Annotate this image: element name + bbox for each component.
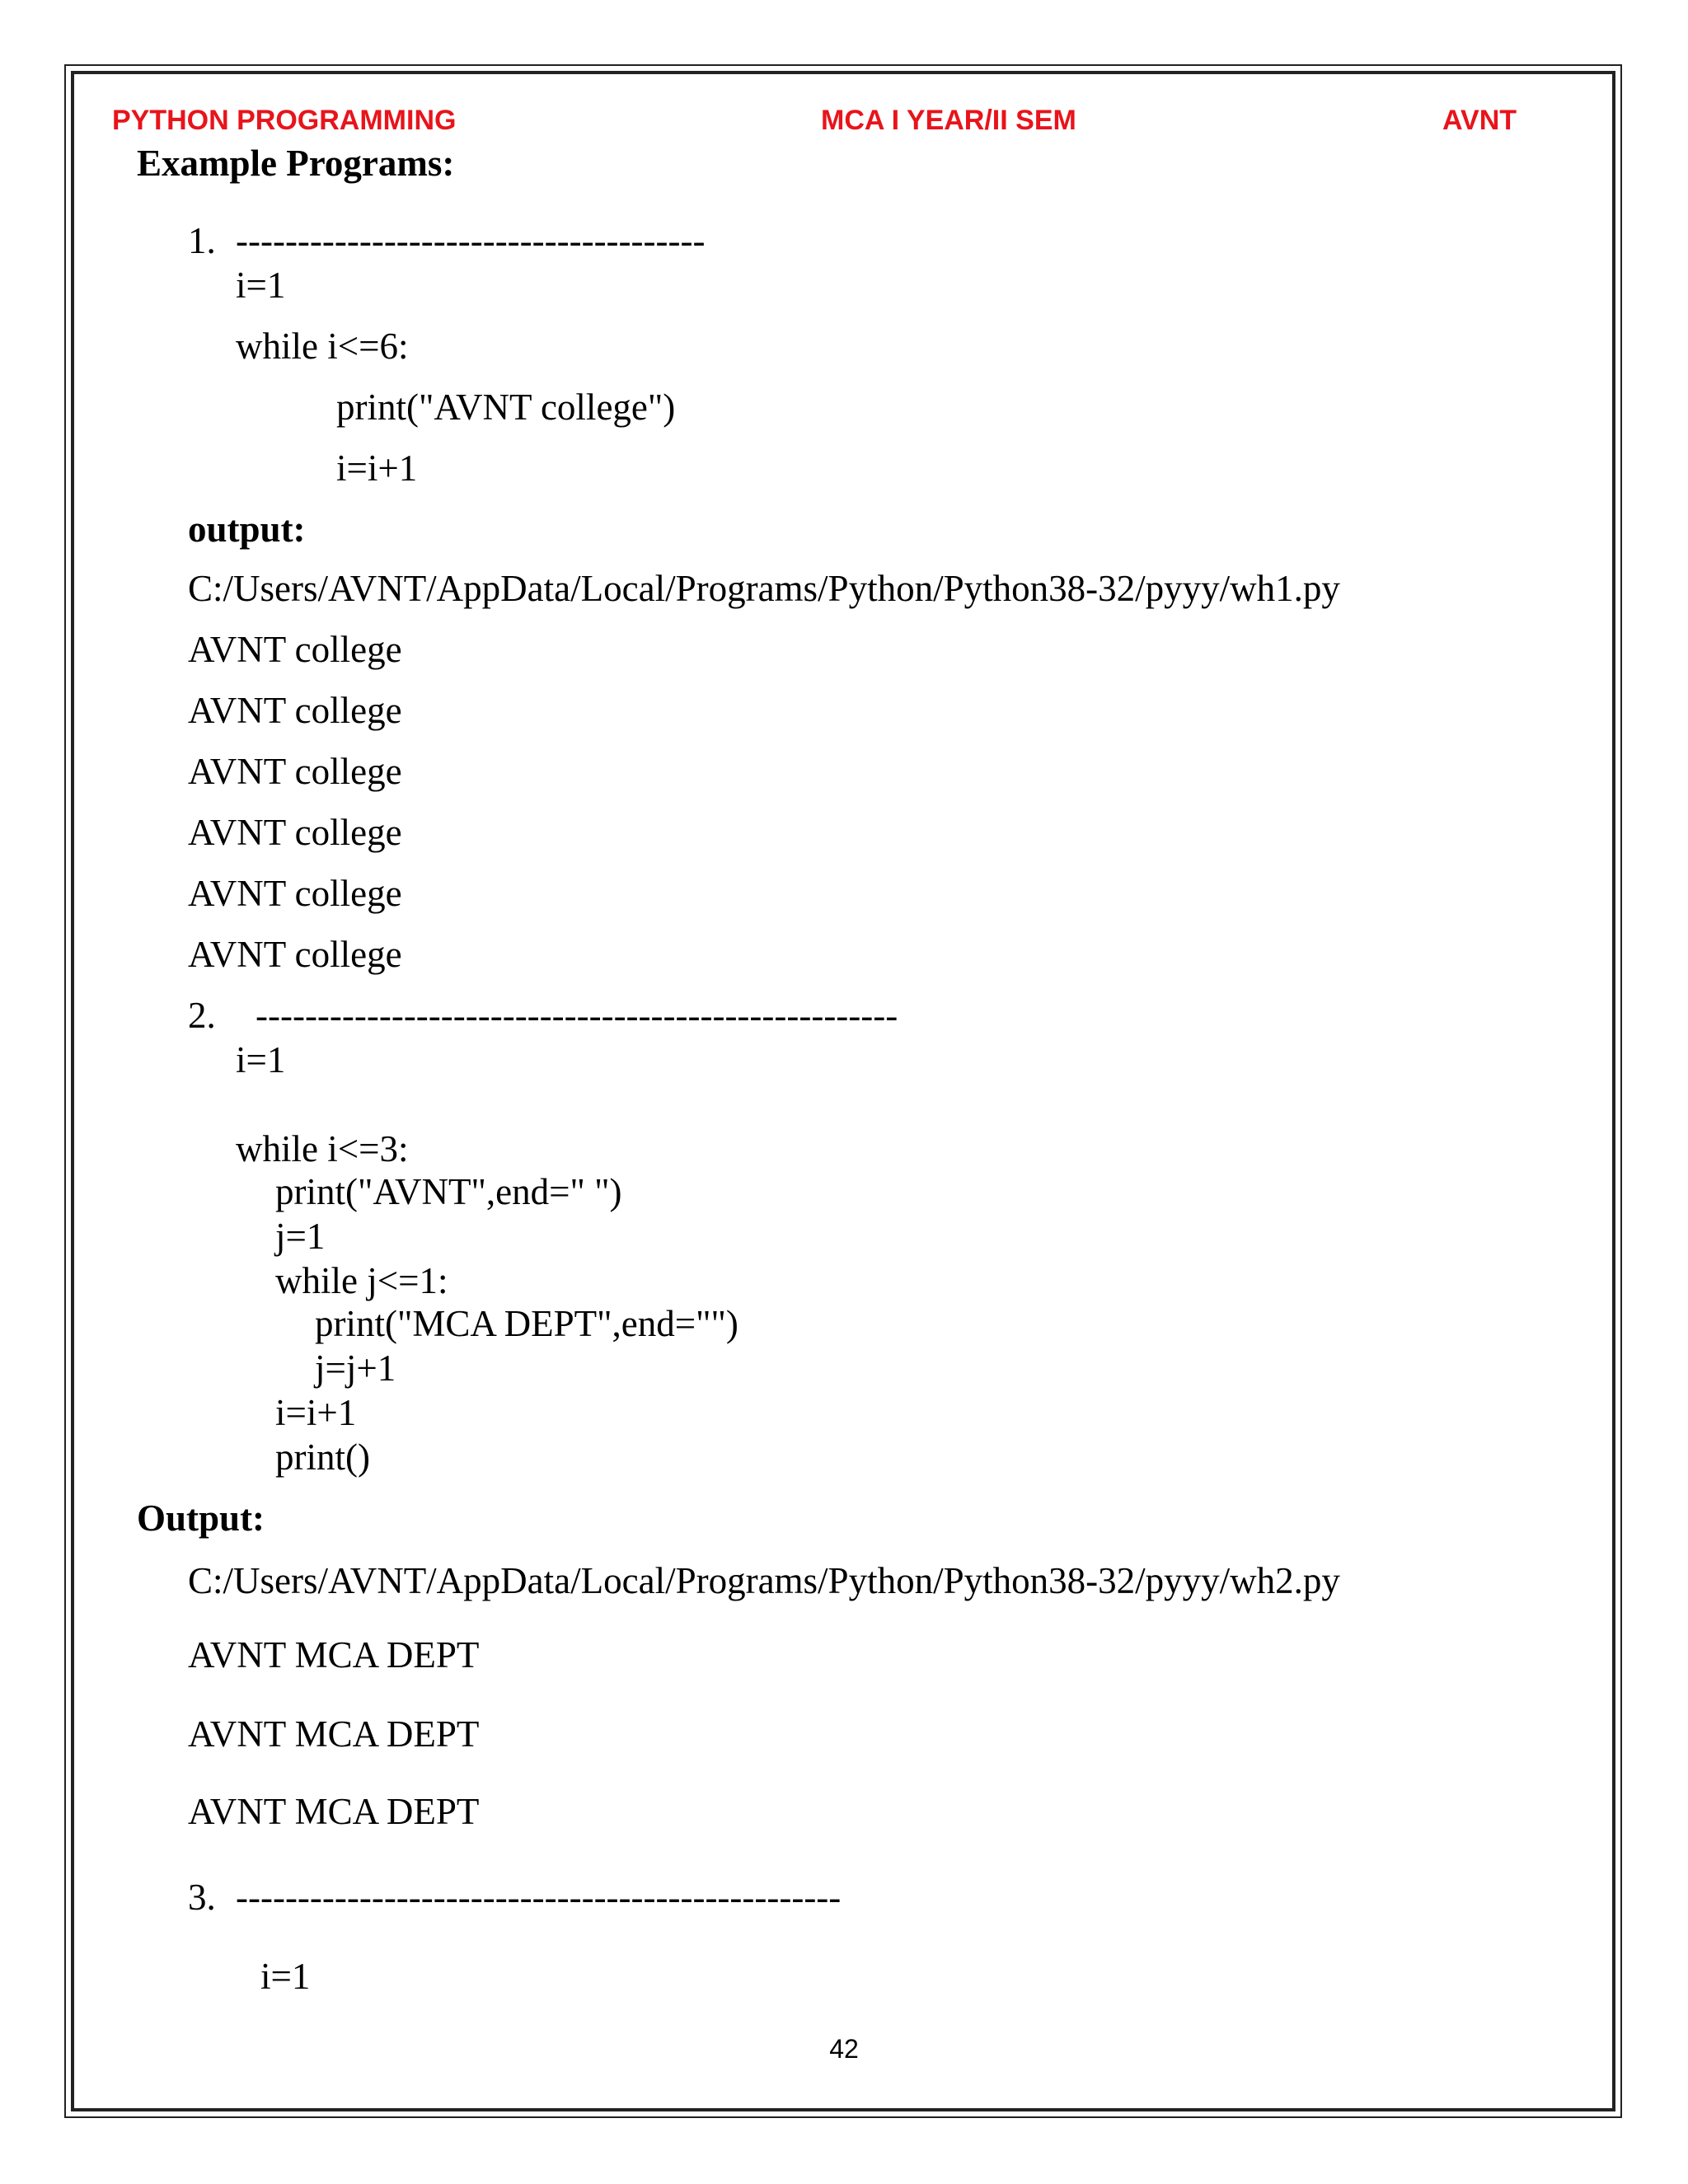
program2-output-line: AVNT MCA DEPT — [188, 1634, 480, 1675]
program3-code-line: i=1 — [260, 1956, 311, 1997]
program2-code-line: print("AVNT",end=" ") — [275, 1171, 622, 1212]
program1-rule: -------------------------------------- — [236, 220, 706, 261]
program2-number: 2. — [188, 995, 216, 1036]
program2-code-line: while i<=3: — [236, 1128, 409, 1169]
program2-output-line: AVNT MCA DEPT — [188, 1713, 480, 1755]
program3-number: 3. — [188, 1877, 216, 1918]
program3-rule: ------------------------------------------------- — [236, 1877, 842, 1918]
header-class-info: MCA I YEAR/II SEM — [821, 105, 1076, 136]
program1-code-line: i=i+1 — [336, 448, 418, 489]
program1-output-path: C:/Users/AVNT/AppData/Local/Programs/Python/Python38-32/pyyy/wh1.py — [188, 568, 1340, 609]
header-college: AVNT — [1442, 105, 1517, 136]
program2-output-line: AVNT MCA DEPT — [188, 1791, 480, 1832]
program2-output-label: Output: — [137, 1497, 265, 1539]
program1-output-line: AVNT college — [188, 629, 402, 670]
program1-number: 1. — [188, 220, 216, 261]
program1-output-line: AVNT college — [188, 690, 402, 731]
program1-output-line: AVNT college — [188, 934, 402, 975]
page-number: 42 — [829, 2034, 859, 2064]
program1-output-line: AVNT college — [188, 751, 402, 792]
program2-output-path: C:/Users/AVNT/AppData/Local/Programs/Python/Python38-32/pyyy/wh2.py — [188, 1560, 1340, 1601]
program1-output-label: output: — [188, 509, 306, 550]
program2-rule: ---------------------------------------------------- — [256, 995, 898, 1036]
program2-code-line: i=1 — [236, 1039, 286, 1080]
program2-code-line: j=1 — [275, 1216, 326, 1257]
program2-code-line: while j<=1: — [275, 1260, 448, 1301]
program1-code-line: i=1 — [236, 265, 286, 306]
program2-code-line: print() — [275, 1436, 370, 1478]
program1-output-line: AVNT college — [188, 873, 402, 914]
program1-code-line: while i<=6: — [236, 326, 409, 367]
program2-code-line: i=i+1 — [275, 1392, 357, 1433]
program2-code-line: print("MCA DEPT",end="") — [315, 1303, 738, 1344]
program1-output-line: AVNT college — [188, 812, 402, 853]
header-course-title: PYTHON PROGRAMMING — [112, 105, 457, 136]
program2-code-line: j=j+1 — [315, 1347, 396, 1389]
program1-code-line: print("AVNT college") — [336, 387, 676, 428]
section-title: Example Programs: — [137, 143, 455, 184]
